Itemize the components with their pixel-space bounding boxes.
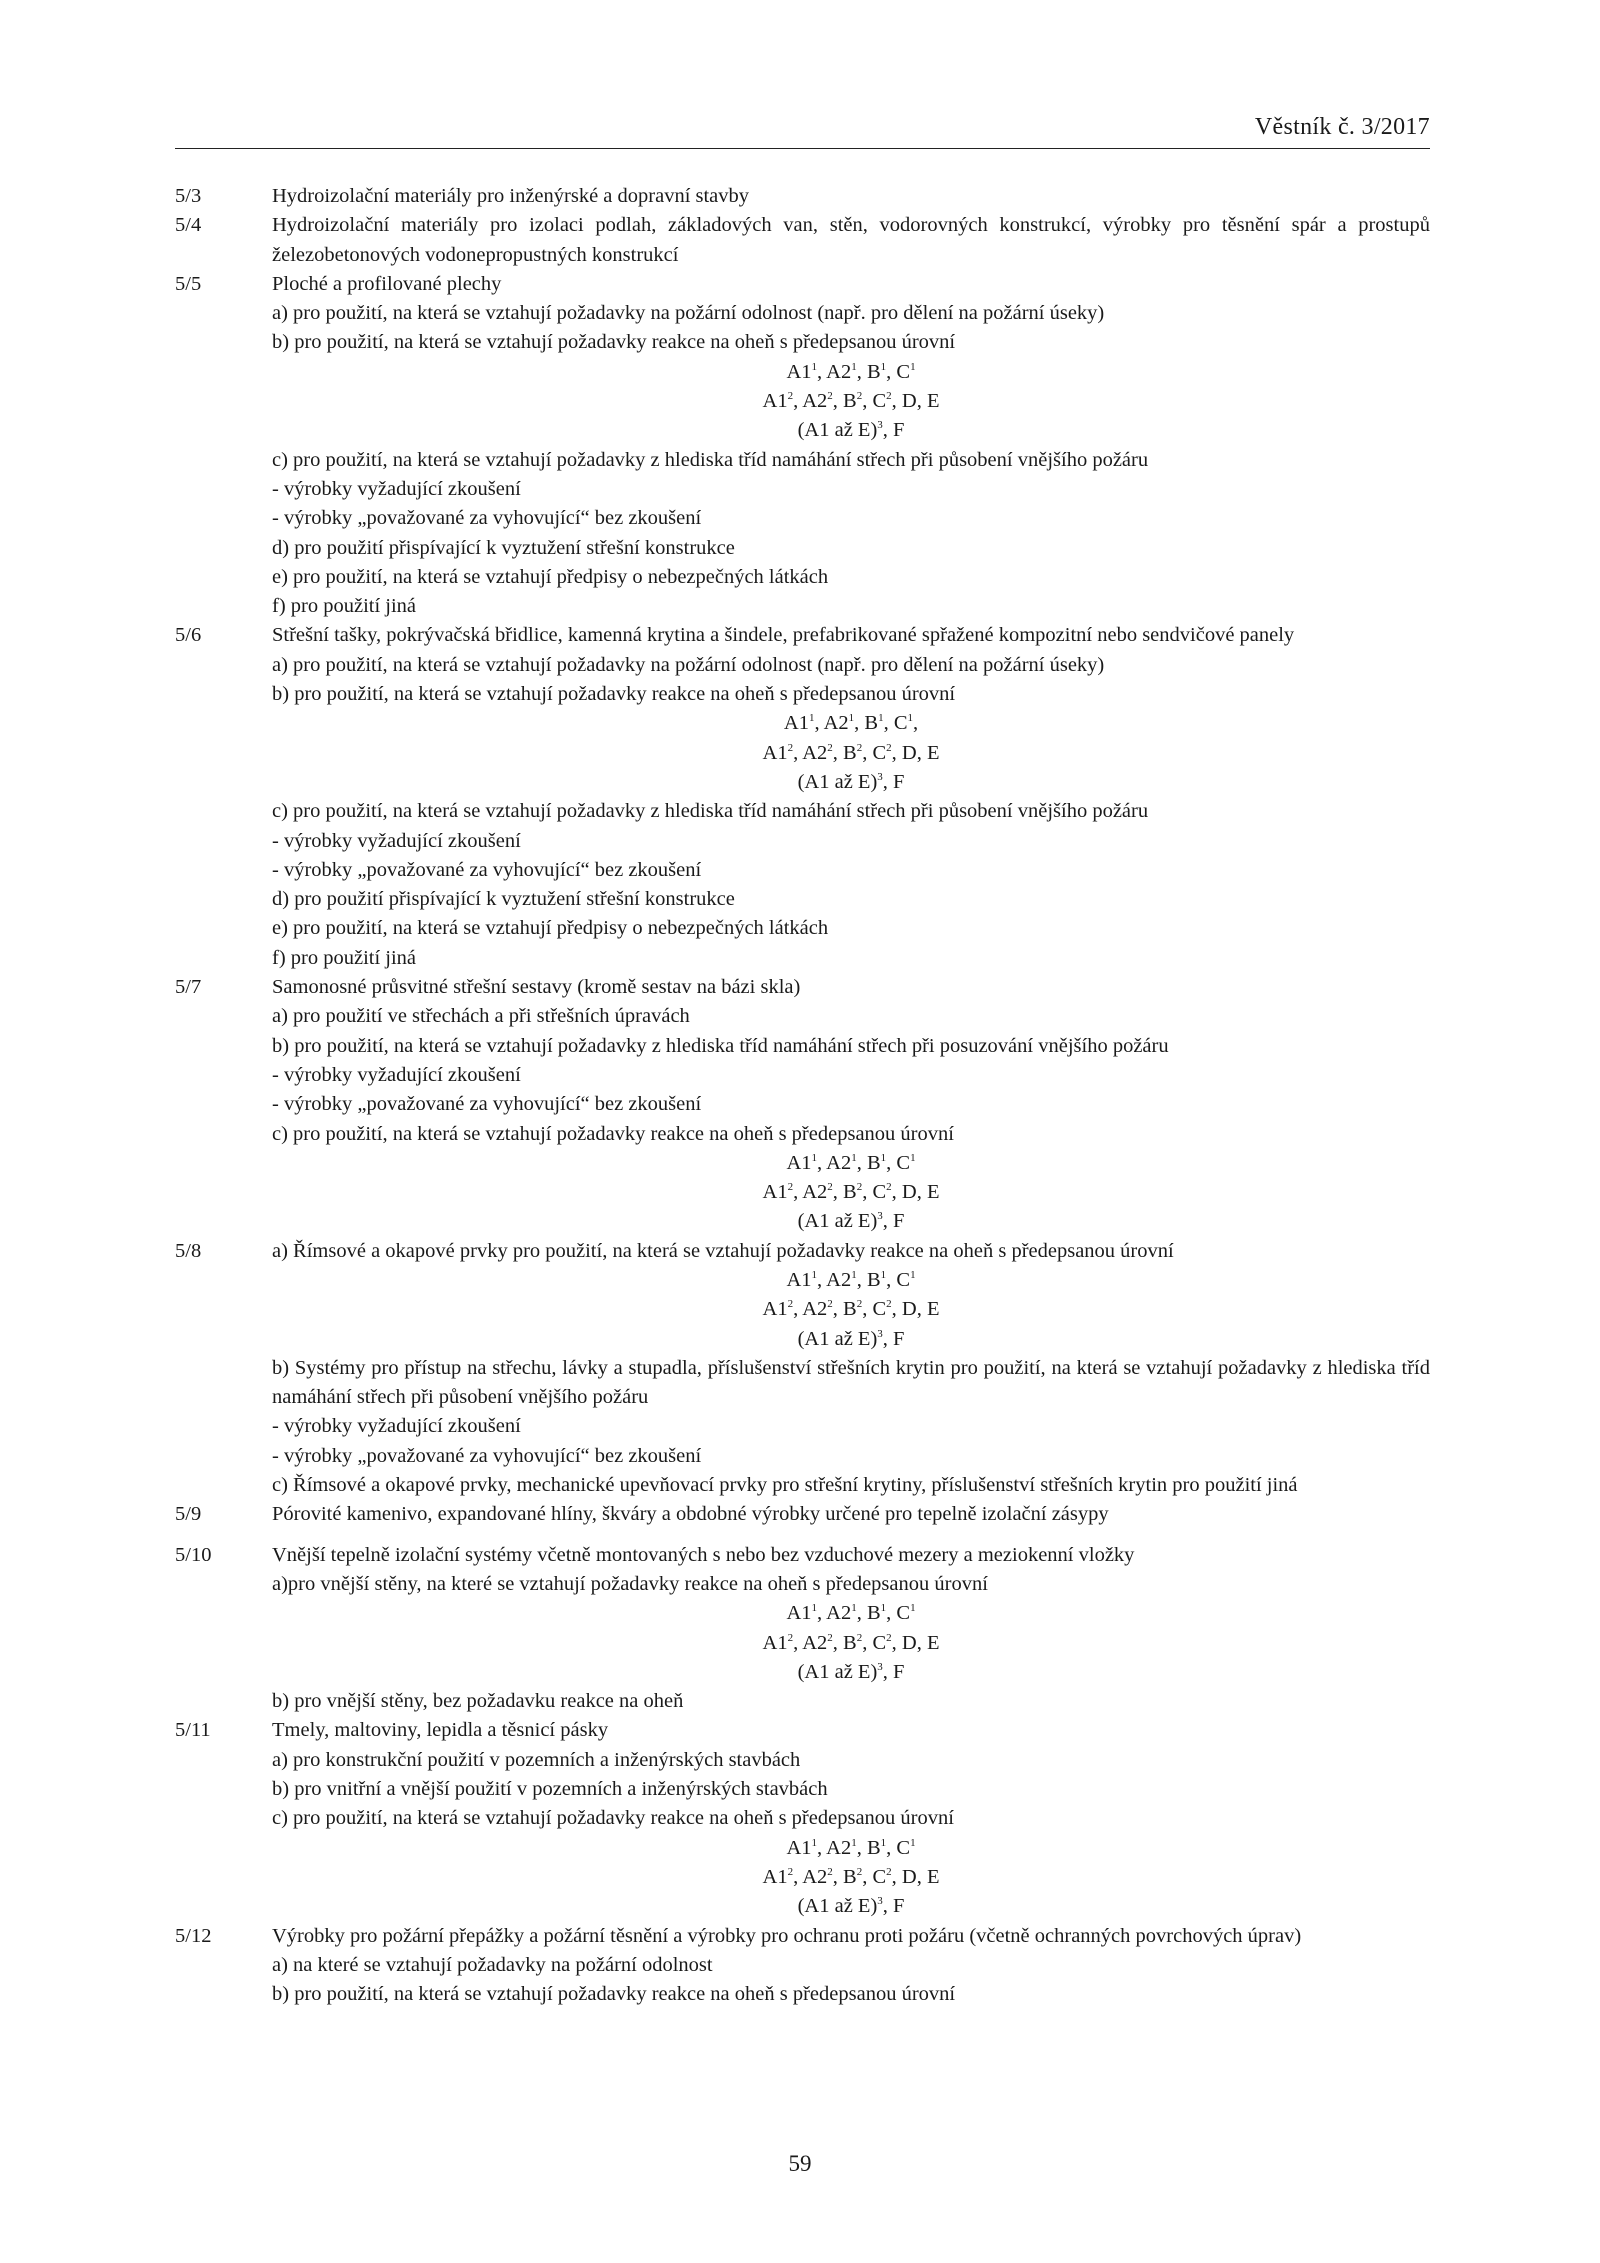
fire-class-line: $A1^2$, $A2^2$, $B^2$, $C^2$, D, E <box>762 1865 940 1888</box>
text-line: b) pro použití, na která se vztahují požadavky z hlediska tříd namáhání střech při posuzování vnějšího požáru <box>272 1034 1169 1057</box>
section-text <box>272 182 1430 211</box>
text-line: a) na které se vztahují požadavky na požární odolnost <box>272 1953 713 1976</box>
section-text <box>272 621 1430 973</box>
text-line: c) pro použití, na která se vztahují požadavky z hlediska tříd namáhání střech při působení vnějšího požáru <box>272 448 1149 471</box>
text-line: Hydroizolační materiály pro izolaci podlah, základových van, stěn, vodorovných konstrukcí, výrobky pro těsnění spár a prostupů železobetonových vodonepropustných konstrukcí <box>272 214 1430 266</box>
text-line: Samonosné průsvitné střešní sestavy (kromě sestav na bázi skla) <box>272 976 801 999</box>
section-entry <box>175 270 1430 622</box>
section-code: 5/8 <box>175 1239 202 1262</box>
fire-class-line: $A1^1$, $A2^1$, $B^1$, $C^1$ <box>786 1268 916 1291</box>
text-line: Vnější tepelně izolační systémy včetně montovaných s nebo bez vzduchové mezery a meziokenní vložky <box>272 1543 1135 1566</box>
section-text <box>272 1716 1430 1921</box>
fire-class-line: $A1^2$, $A2^2$, $B^2$, $C^2$, D, E <box>762 1298 940 1321</box>
section-entry <box>175 1716 1430 1921</box>
document-body <box>175 182 1430 2009</box>
fire-class-line: $A1^2$, $A2^2$, $B^2$, $C^2$, D, E <box>762 1181 940 1204</box>
fire-class-line: $A1^2$, $A2^2$, $B^2$, $C^2$, D, E <box>762 390 940 413</box>
text-line: b) pro použití, na která se vztahují požadavky reakce na oheň s předepsanou úrovní <box>272 683 956 706</box>
section-code: 5/5 <box>175 272 202 295</box>
text-line: a) pro použití ve střechách a při střešních úpravách <box>272 1005 690 1028</box>
text-line: b) pro použití, na která se vztahují požadavky reakce na oheň s předepsanou úrovní <box>272 331 956 354</box>
fire-class-line: (A1 až E)$^3$, F <box>797 419 905 442</box>
text-line: e) pro použití, na která se vztahují předpisy o nebezpečných látkách <box>272 917 829 940</box>
section-text <box>272 1541 1430 1717</box>
section-entry <box>175 1500 1430 1529</box>
text-line: c) pro použití, na která se vztahují požadavky reakce na oheň s předepsanou úrovní <box>272 1122 954 1145</box>
text-line: f) pro použití jiná <box>272 595 417 618</box>
section-text <box>272 973 1430 1237</box>
fire-class-line: $A1^2$, $A2^2$, $B^2$, $C^2$, D, E <box>762 741 940 764</box>
section-text <box>272 1500 1430 1529</box>
fire-class-line: $A1^1$, $A2^1$, $B^1$, $C^1$ <box>786 1151 916 1174</box>
page-number: 59 <box>788 2151 812 2176</box>
section-entry <box>175 182 1430 211</box>
text-line: - výrobky „považované za vyhovující“ bez zkoušení <box>272 1444 702 1467</box>
fire-class-line: $A1^1$, $A2^1$, $B^1$, $C^1$, <box>783 712 919 735</box>
text-line: - výrobky vyžadující zkoušení <box>272 1063 521 1086</box>
text-line: a) pro konstrukční použití v pozemních a inženýrských stavbách <box>272 1748 801 1771</box>
text-line: d) pro použití přispívající k vyztužení střešní konstrukce <box>272 888 735 911</box>
section-code: 5/12 <box>175 1924 212 1947</box>
section-text <box>272 270 1430 622</box>
text-line: b) pro vnější stěny, bez požadavku reakce na oheň <box>272 1690 684 1713</box>
text-line: b) Systémy pro přístup na střechu, lávky a stupadla, příslušenství střešních krytin pro použití, na která se vztahují požadavky z hlediska tříd namáhání střech při působení vnějšího požáru <box>272 1356 1430 1409</box>
text-line: - výrobky „považované za vyhovující“ bez zkoušení <box>272 507 702 530</box>
section-code: 5/10 <box>175 1543 212 1566</box>
page-header <box>175 108 1430 149</box>
text-line: a) pro použití, na která se vztahují požadavky na požární odolnost (např. pro dělení na požární úseky) <box>272 653 1105 676</box>
text-line: Hydroizolační materiály pro inženýrské a dopravní stavby <box>272 185 750 207</box>
fire-class-line: (A1 až E)$^3$, F <box>797 1660 905 1683</box>
text-line: Střešní tašky, pokrývačská břidlice, kamenná krytina a šindele, prefabrikované spřažené kompozitní nebo sendvičové panely <box>272 624 1295 647</box>
text-line: - výrobky „považované za vyhovující“ bez zkoušení <box>272 1093 702 1116</box>
text-line: - výrobky vyžadující zkoušení <box>272 477 521 500</box>
text-line: - výrobky vyžadující zkoušení <box>272 829 521 852</box>
section-text <box>272 1237 1430 1501</box>
journal-title: Věstník č. 3/2017 <box>1254 114 1430 140</box>
fire-class-line: $A1^1$, $A2^1$, $B^1$, $C^1$ <box>786 360 916 383</box>
text-line: Tmely, maltoviny, lepidla a těsnicí pásky <box>272 1719 609 1742</box>
section-text <box>272 211 1430 270</box>
fire-class-line: (A1 až E)$^3$, F <box>797 1895 905 1918</box>
section-code: 5/3 <box>175 185 202 207</box>
text-line: c) pro použití, na která se vztahují požadavky z hlediska tříd namáhání střech při působení vnějšího požáru <box>272 800 1149 823</box>
section-entry <box>175 1922 1430 2010</box>
text-line: b) pro použití, na která se vztahují požadavky reakce na oheň s předepsanou úrovní <box>272 1983 956 2006</box>
fire-class-line: (A1 až E)$^3$, F <box>797 1327 905 1350</box>
text-line: Výrobky pro požární přepážky a požární těsnění a výrobky pro ochranu proti požáru (včetně ochranných povrchových úprav) <box>272 1924 1302 1947</box>
section-code: 5/11 <box>175 1719 211 1742</box>
text-line: c) pro použití, na která se vztahují požadavky reakce na oheň s předepsanou úrovní <box>272 1807 954 1830</box>
text-line: - výrobky „považované za vyhovující“ bez zkoušení <box>272 858 702 881</box>
fire-class-line: (A1 až E)$^3$, F <box>797 770 905 793</box>
section-code: 5/4 <box>175 214 202 237</box>
section-gap <box>175 1530 1430 1541</box>
text-line: - výrobky vyžadující zkoušení <box>272 1415 521 1438</box>
text-line: e) pro použití, na která se vztahují předpisy o nebezpečných látkách <box>272 565 829 588</box>
fire-class-line: (A1 až E)$^3$, F <box>797 1210 905 1233</box>
section-entry <box>175 211 1430 270</box>
section-entry <box>175 1541 1430 1717</box>
fire-class-line: $A1^2$, $A2^2$, $B^2$, $C^2$, D, E <box>762 1631 940 1654</box>
section-entry <box>175 1237 1430 1501</box>
text-line: a) pro použití, na která se vztahují požadavky na požární odolnost (např. pro dělení na požární úseky) <box>272 302 1105 325</box>
text-line: d) pro použití přispívající k vyztužení střešní konstrukce <box>272 536 735 559</box>
section-code: 5/6 <box>175 624 202 647</box>
section-code: 5/7 <box>175 976 202 999</box>
section-entry <box>175 621 1430 973</box>
text-line: a) Římsové a okapové prvky pro použití, na která se vztahují požadavky reakce na oheň s předepsanou úrovní <box>272 1239 1174 1262</box>
text-line: Pórovité kamenivo, expandované hlíny, škváry a obdobné výrobky určené pro tepelně izolační zásypy <box>272 1503 1109 1526</box>
text-line: a)pro vnější stěny, na které se vztahují požadavky reakce na oheň s předepsanou úrovní <box>272 1572 988 1595</box>
section-entry <box>175 973 1430 1237</box>
text-line: b) pro vnitřní a vnější použití v pozemních a inženýrských stavbách <box>272 1778 828 1801</box>
text-line: Ploché a profilované plechy <box>272 272 502 295</box>
section-code: 5/9 <box>175 1503 202 1526</box>
section-text <box>272 1922 1430 2010</box>
fire-class-line: $A1^1$, $A2^1$, $B^1$, $C^1$ <box>786 1836 916 1859</box>
fire-class-line: $A1^1$, $A2^1$, $B^1$, $C^1$ <box>786 1602 916 1625</box>
text-line: c) Římsové a okapové prvky, mechanické upevňovací prvky pro střešní krytiny, příslušenství střešních krytin pro použití jiná <box>272 1474 1298 1497</box>
text-line: f) pro použití jiná <box>272 946 417 969</box>
